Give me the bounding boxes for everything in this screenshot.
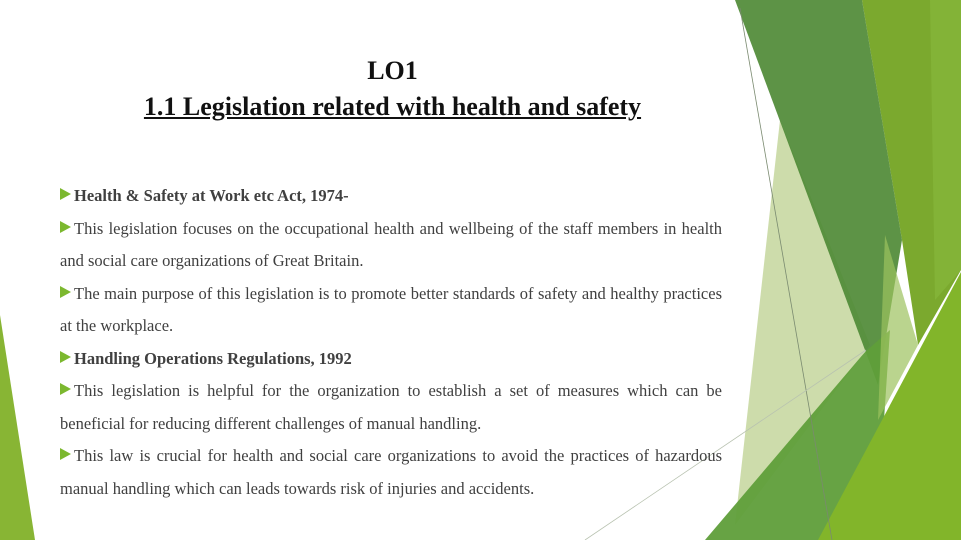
slide-title-heading: 1.1 Legislation related with health and safety xyxy=(143,92,642,121)
bullet-text: The main purpose of this legislation is to promote better standards of safety and healthy practices at the workplace. xyxy=(60,283,722,335)
triangle-bullet-icon xyxy=(60,286,71,298)
bullet-text: This legislation focuses on the occupational health and wellbeing of the staff members in health and social care organizations of Great Britain. xyxy=(60,218,722,270)
bullet-item xyxy=(60,213,722,278)
triangle-bullet-icon xyxy=(60,383,71,395)
bullet-item xyxy=(60,375,722,440)
bullet-item xyxy=(60,440,722,505)
bullet-item xyxy=(60,180,722,213)
bullet-item xyxy=(60,278,722,343)
bullet-text: Health & Safety at Work etc Act, 1974- xyxy=(74,186,349,205)
triangle-bullet-icon xyxy=(60,221,71,233)
triangle-bullet-icon xyxy=(60,188,71,200)
bullet-text: Handling Operations Regulations, 1992 xyxy=(74,348,352,368)
bullet-text: This legislation is helpful for the organization to establish a set of measures which can be beneficial for reducing different challenges of manual handling. xyxy=(60,381,722,433)
slide-title-lo: LO1 xyxy=(367,56,418,85)
bullet-item xyxy=(60,343,722,376)
triangle-bullet-icon xyxy=(60,448,71,460)
left-green-triangle xyxy=(0,315,35,540)
bullet-text: This law is crucial for health and social care organizations to avoid the practices of hazardous manual handling which can leads towards risk of injuries and accidents. xyxy=(60,446,722,498)
bullet-list xyxy=(60,180,722,505)
triangle-bullet-icon xyxy=(60,351,71,363)
olive-right-light xyxy=(930,0,961,300)
